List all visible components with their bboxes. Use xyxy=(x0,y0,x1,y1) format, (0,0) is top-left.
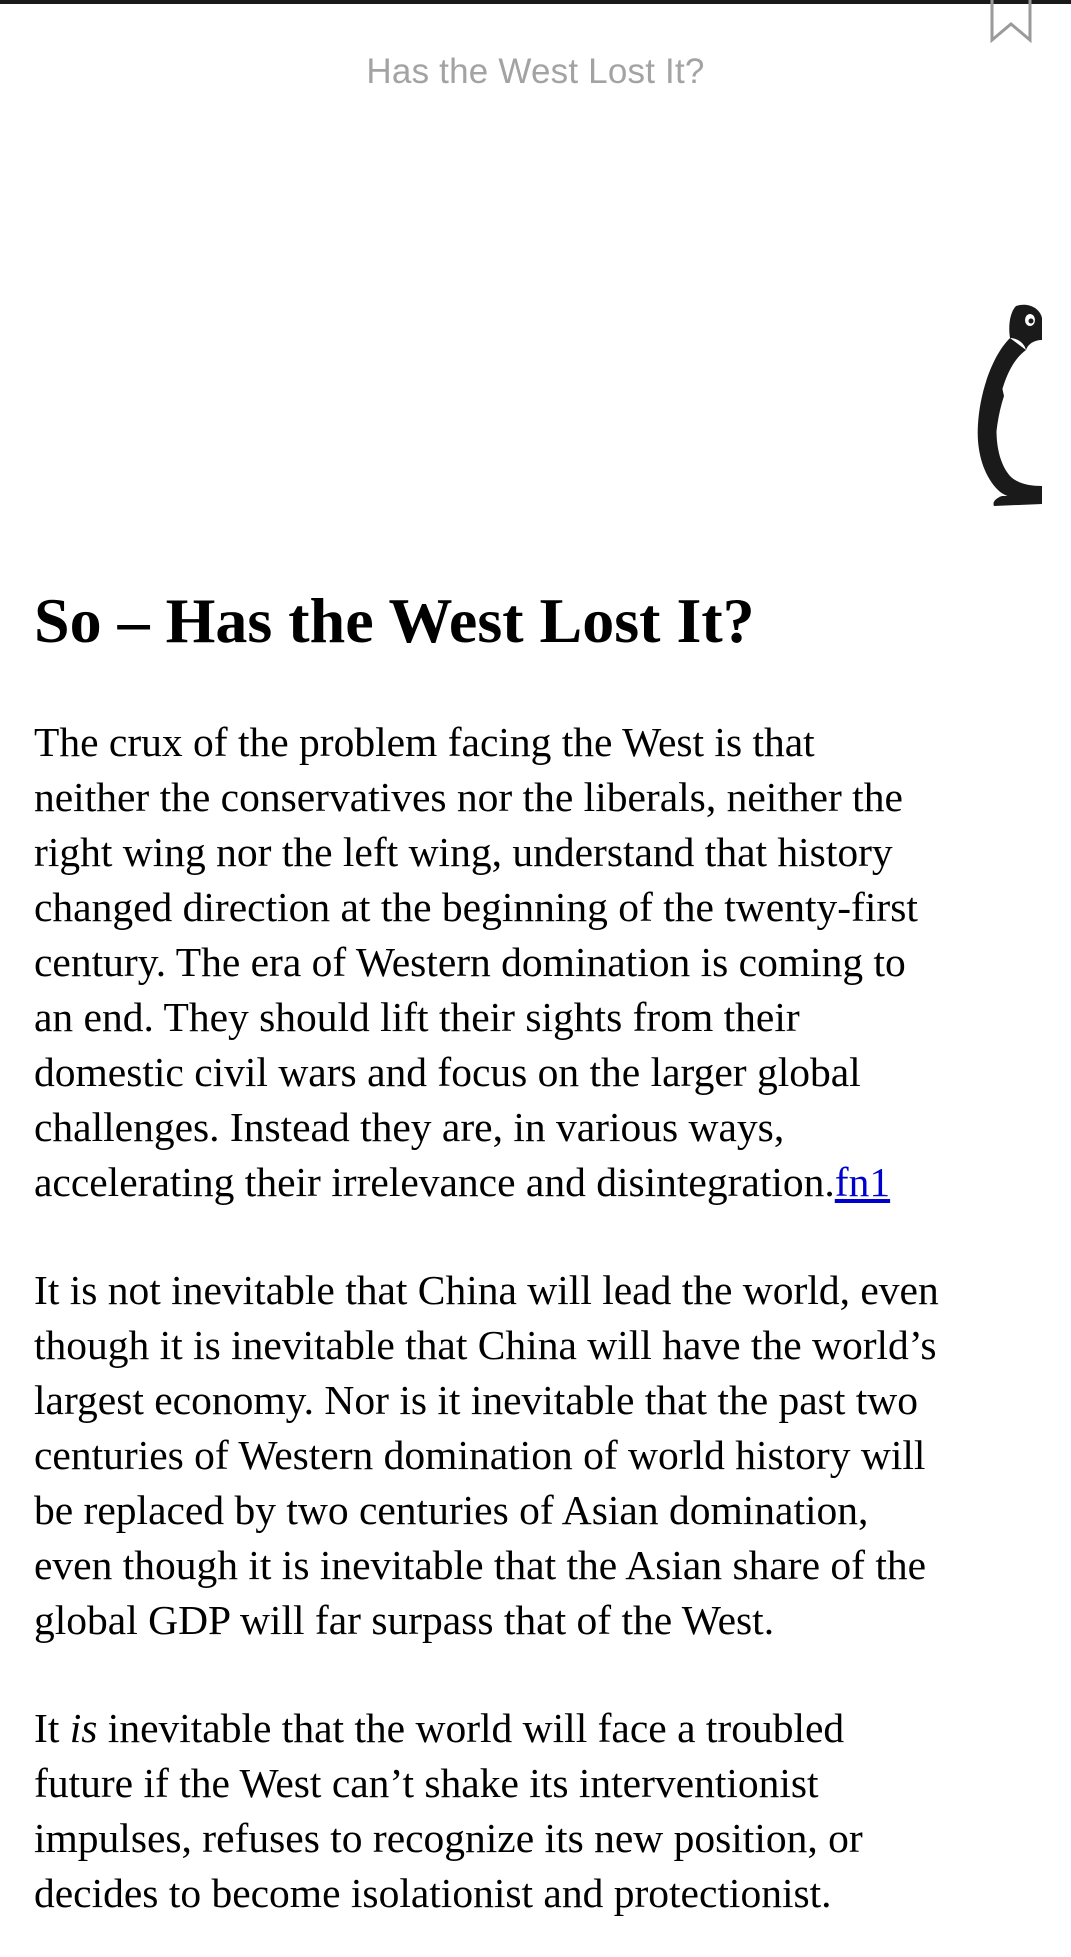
paragraph-lead: It xyxy=(34,1705,70,1751)
paragraph-text: The crux of the problem facing the West is that neither the conservatives nor the liberals, neither the right wing nor the left wing, understand that history changed direction at the beginning of the twenty-first century. The era of Western domination is coming to an end. They should lift their sights from their domestic civil wars and focus on the larger global challenges. Instead they are, in various ways, accelerating their irrelevance and disintegration. xyxy=(34,719,918,1205)
body-paragraph xyxy=(34,1701,1044,1921)
running-header: Has the West Lost It? xyxy=(366,52,705,91)
emphasis-text: is xyxy=(69,1705,98,1751)
footnote-link[interactable]: fn1 xyxy=(834,1159,891,1205)
body-paragraph xyxy=(34,1263,1044,1648)
bookmark-icon[interactable] xyxy=(988,0,1036,48)
body-paragraph xyxy=(34,715,1044,1210)
paragraph-text: inevitable that the world will face a troubled future if the West can’t shake its interventionist impulses, refuses to recognize its new position, or decides to become isolationist and protectionist. xyxy=(34,1705,863,1916)
top-divider xyxy=(0,0,1071,4)
paragraph-text: It is not inevitable that China will lead the world, even though it is inevitable that China will have the world’s largest economy. Nor is it inevitable that the past two centuries of Western domination of world history will be replaced by two centuries of Asian domination, even though it is inevitable that the Asian share of the global GDP will far surpass that of the West. xyxy=(34,1267,939,1643)
chapter-title: So – Has the West Lost It? xyxy=(34,585,755,656)
penguin-logo-icon xyxy=(972,300,1042,506)
